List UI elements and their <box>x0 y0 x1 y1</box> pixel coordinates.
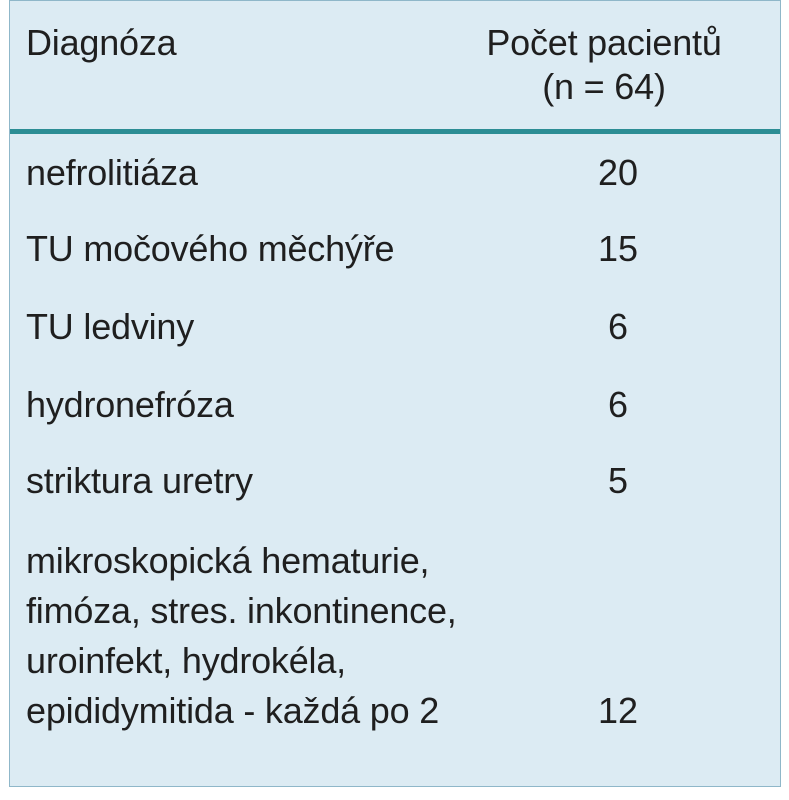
column-header-patient-count-line1: Počet pacientů <box>486 22 722 63</box>
diagnosis-cell: striktura uretry <box>26 460 253 501</box>
count-cell: 5 <box>607 460 629 501</box>
diagnosis-cell: TU močového měchýře <box>26 228 395 269</box>
diagnosis-cell-line: uroinfekt, hydrokéla, <box>26 640 346 681</box>
diagnosis-cell-line: fimóza, stres. inkontinence, <box>26 590 457 631</box>
table-header <box>10 1 780 129</box>
count-cell: 20 <box>597 152 639 193</box>
diagnosis-table <box>9 0 781 787</box>
diagnosis-cell <box>26 536 457 736</box>
count-cell: 15 <box>597 228 639 269</box>
diagnosis-cell: TU ledviny <box>26 306 195 347</box>
diagnosis-cell: hydronefróza <box>26 384 234 425</box>
table-row <box>10 153 780 215</box>
count-cell: 12 <box>597 690 639 731</box>
count-cell: 6 <box>607 384 629 425</box>
diagnosis-cell: nefrolitiáza <box>26 152 198 193</box>
table-row <box>10 461 780 523</box>
table-row <box>10 307 780 369</box>
diagnosis-cell-line: epididymitida - každá po 2 <box>26 690 440 731</box>
table-row <box>10 536 780 756</box>
diagnosis-cell-line: mikroskopická hematurie, <box>26 540 430 581</box>
count-cell: 6 <box>607 306 629 347</box>
table-row <box>10 229 780 291</box>
column-header-patient-count-line2: (n = 64) <box>542 66 666 107</box>
table-row <box>10 385 780 447</box>
column-header-diagnosis: Diagnóza <box>26 22 177 63</box>
header-divider <box>10 129 780 134</box>
column-header-patient-count <box>464 21 744 109</box>
